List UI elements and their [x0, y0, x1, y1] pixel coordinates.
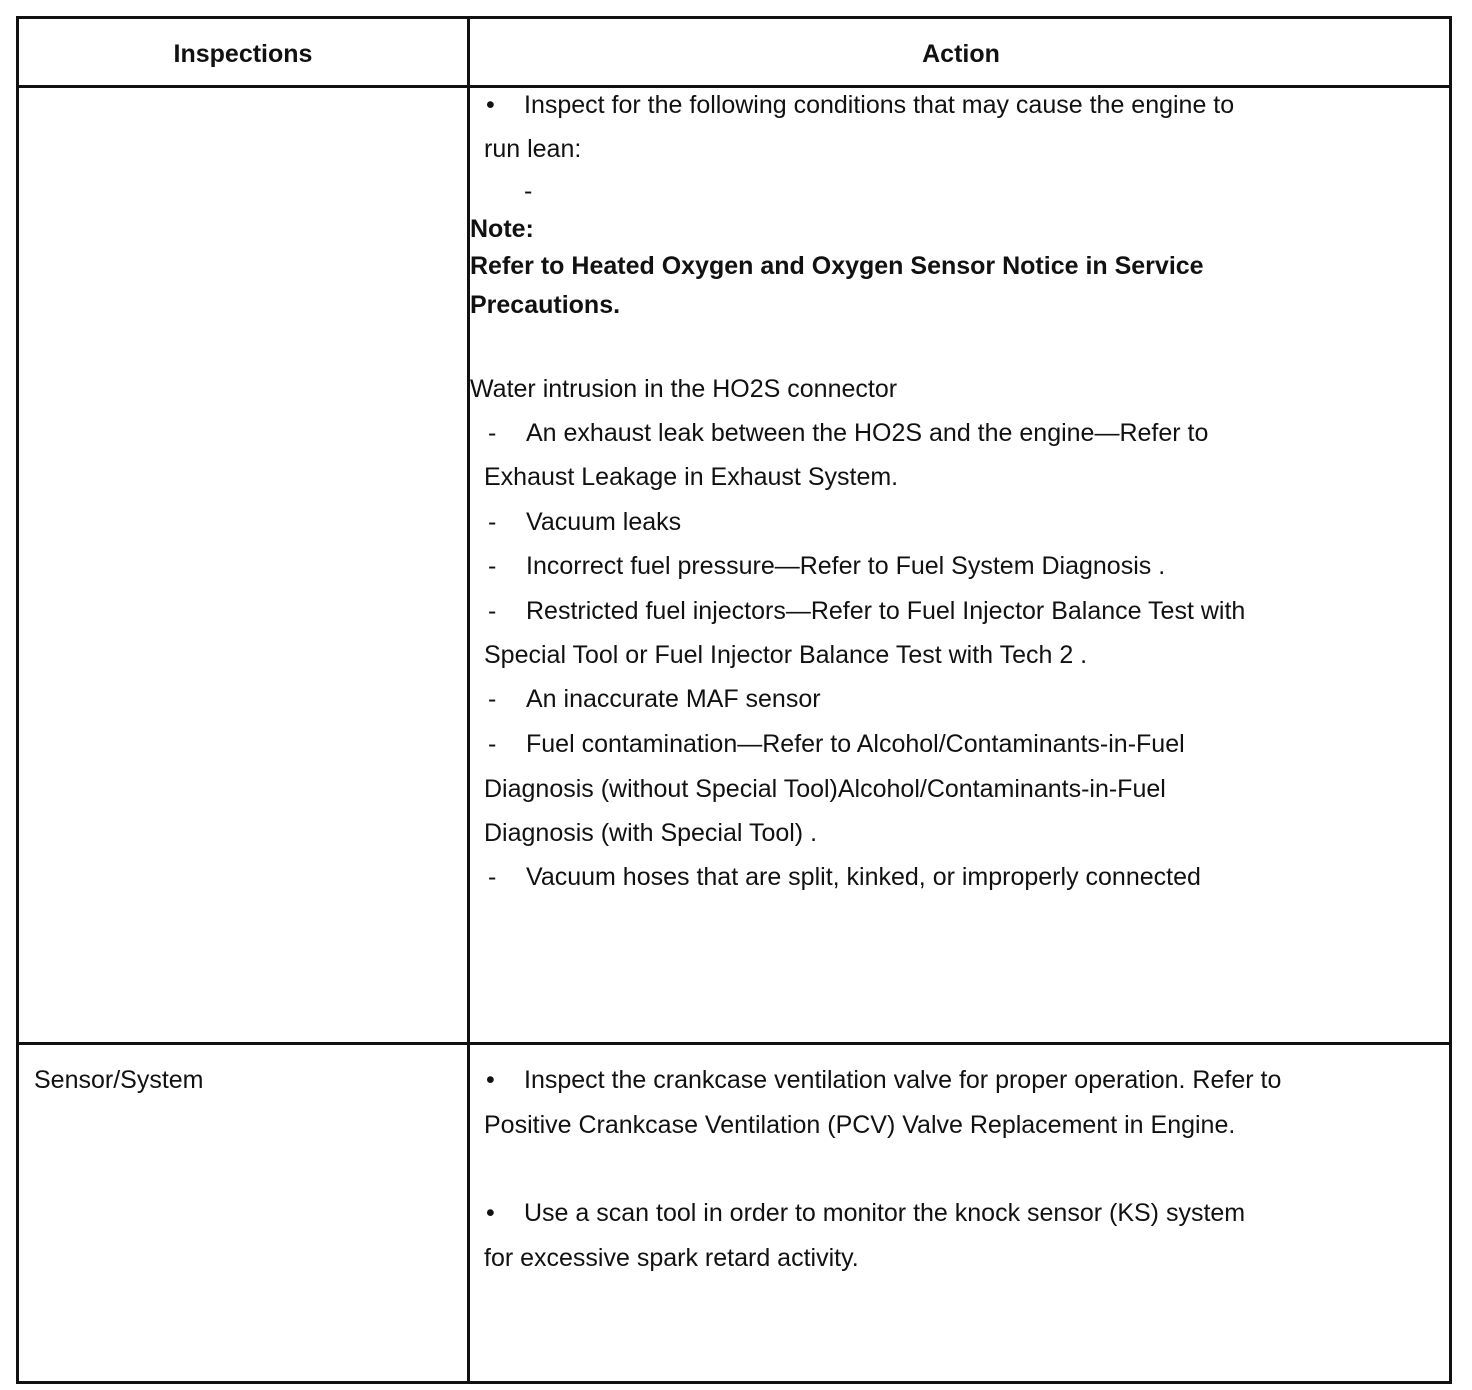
- dash-icon: -: [488, 419, 497, 447]
- list-item-injectors-line2: Special Tool or Fuel Injector Balance Test with Tech 2 .: [484, 641, 1088, 669]
- dash-icon: -: [488, 863, 497, 891]
- dash-icon: -: [488, 597, 497, 625]
- row-divider: [19, 1042, 1449, 1045]
- note-line1: Refer to Heated Oxygen and Oxygen Sensor Notice in Service: [470, 252, 1204, 280]
- list-item-fuel-pressure: Incorrect fuel pressure—Refer to Fuel System Diagnosis .: [526, 552, 1166, 580]
- list-item-injectors-line1: Restricted fuel injectors—Refer to Fuel Injector Balance Test with: [526, 597, 1246, 625]
- list-item-exhaust-line1: An exhaust leak between the HO2S and the engine—Refer to: [526, 419, 1209, 447]
- bullet-icon: •: [486, 1066, 495, 1094]
- header-divider: [19, 85, 1449, 88]
- row2-inspection: Sensor/System: [34, 1066, 204, 1094]
- list-item-contamination-line3: Diagnosis (with Special Tool) .: [484, 819, 818, 847]
- dash-icon: -: [488, 685, 497, 713]
- header-inspections: Inspections: [173, 40, 313, 68]
- row1-intro-line1: Inspect for the following conditions that may cause the engine to: [524, 91, 1235, 119]
- header-action: Action: [922, 40, 1000, 68]
- row2-pcv-line2: Positive Crankcase Ventilation (PCV) Valve Replacement in Engine.: [484, 1111, 1236, 1139]
- dash-icon: -: [488, 508, 497, 536]
- row2-knock-line1: Use a scan tool in order to monitor the knock sensor (KS) system: [524, 1199, 1246, 1227]
- list-item-maf-sensor: An inaccurate MAF sensor: [526, 685, 821, 713]
- row1-dash: -: [524, 177, 533, 205]
- list-item-exhaust-line2: Exhaust Leakage in Exhaust System.: [484, 463, 899, 491]
- bullet-icon: •: [486, 1199, 495, 1227]
- note-line2: Precautions.: [470, 291, 621, 319]
- dash-icon: -: [488, 552, 497, 580]
- list-item-vacuum-hoses: Vacuum hoses that are split, kinked, or improperly connected: [526, 863, 1201, 891]
- row1-intro-line2: run lean:: [484, 135, 582, 163]
- bullet-icon: •: [486, 91, 495, 119]
- row2-pcv-line1: Inspect the crankcase ventilation valve for proper operation. Refer to: [524, 1066, 1282, 1094]
- list-item-contamination-line2: Diagnosis (without Special Tool)Alcohol/Contaminants-in-Fuel: [484, 775, 1166, 803]
- list-item-contamination-line1: Fuel contamination—Refer to Alcohol/Contaminants-in-Fuel: [526, 730, 1185, 758]
- water-intrusion-item: Water intrusion in the HO2S connector: [470, 375, 898, 403]
- dash-icon: -: [488, 730, 497, 758]
- list-item-vacuum-leaks: Vacuum leaks: [526, 508, 682, 536]
- row2-knock-line2: for excessive spark retard activity.: [484, 1244, 859, 1272]
- note-label: Note:: [470, 215, 534, 243]
